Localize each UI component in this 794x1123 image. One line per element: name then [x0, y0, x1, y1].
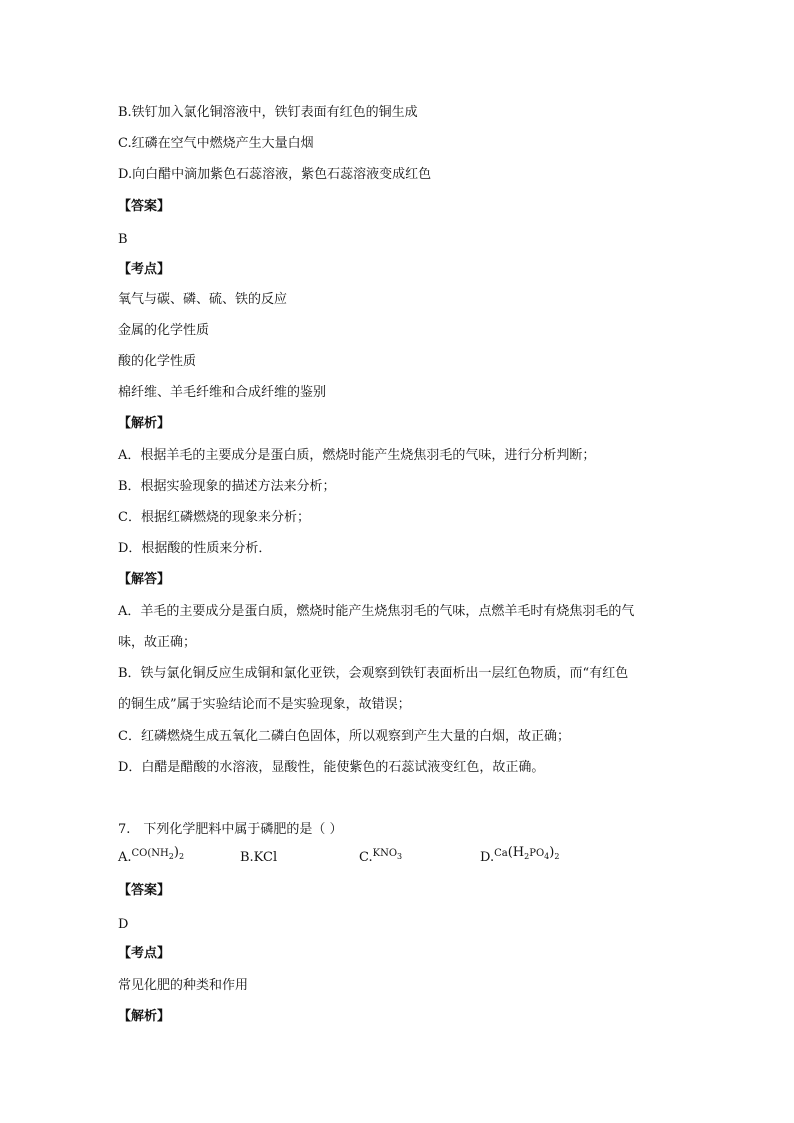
jieda-line: D．白醋是醋酸的水溶液，显酸性，能使紫色的石蕊试液变红色，故正确。	[118, 760, 545, 775]
jieda-line: C．红磷燃烧生成五氧化二磷白色固体，所以观察到产生大量的白烟，故正确；	[118, 729, 570, 744]
jieda-header: 【解答】	[118, 572, 171, 587]
kaodian-item: 棉纤维、羊毛纤维和合成纤维的鉴别	[118, 385, 327, 400]
jiexi-line: C．根据红磷燃烧的现象来分析；	[118, 510, 310, 525]
answer-value: B	[118, 232, 128, 247]
kaodian-item: 氧气与碳、磷、硫、铁的反应	[118, 292, 288, 307]
q7-kaodian-item: 常见化肥的种类和作用	[118, 978, 249, 993]
option-d: D.向白醋中滴加紫色石蕊溶液，紫色石蕊溶液变成红色	[118, 167, 432, 182]
q7-option-a: A.$^{CO(NH_2)_2}$	[118, 845, 185, 865]
jieda-line: B．铁与氯化铜反应生成铜和氯化亚铁，会观察到铁钉表面析出一层红色物质，而“有红色	[118, 666, 629, 681]
kaodian-item: 酸的化学性质	[118, 354, 197, 369]
q7-option-d: D.$^{Ca(H_2PO_4)_2}$	[480, 845, 560, 865]
q7-jiexi-header: 【解析】	[118, 1009, 171, 1024]
question-7-options	[118, 845, 678, 872]
question-7-stem: 7. 下列化学肥料中属于磷肥的是（ ）	[118, 822, 343, 837]
answer-header: 【答案】	[118, 199, 171, 214]
jiexi-line: A．根据羊毛的主要成分是蛋白质，燃烧时能产生烧焦羽毛的气味，进行分析判断；	[118, 448, 596, 463]
q7-answer-value: D	[118, 917, 129, 932]
q7-option-c: C.$^{KNO_3}$	[359, 848, 403, 865]
jiexi-line: B．根据实验现象的描述方法来分析；	[118, 479, 336, 494]
jiexi-header: 【解析】	[118, 416, 171, 431]
option-b: B.铁钉加入氯化铜溶液中，铁钉表面有红色的铜生成	[118, 105, 418, 120]
jiexi-line: D．根据酸的性质来分析．	[118, 541, 272, 556]
q7-option-b: B.KCl	[240, 850, 278, 865]
option-c: C.红磷在空气中燃烧产生大量白烟	[118, 136, 314, 151]
q7-kaodian-header: 【考点】	[118, 946, 171, 961]
jieda-line: 味，故正确；	[118, 635, 197, 650]
kaodian-header: 【考点】	[118, 262, 171, 277]
jieda-line: 的铜生成”属于实验结论而不是实验现象，故错误；	[118, 697, 411, 712]
jieda-line: A．羊毛的主要成分是蛋白质，燃烧时能产生烧焦羽毛的气味，点燃羊毛时有烧焦羽毛的气	[118, 604, 635, 619]
q7-answer-header: 【答案】	[118, 883, 171, 898]
kaodian-item: 金属的化学性质	[118, 323, 210, 338]
